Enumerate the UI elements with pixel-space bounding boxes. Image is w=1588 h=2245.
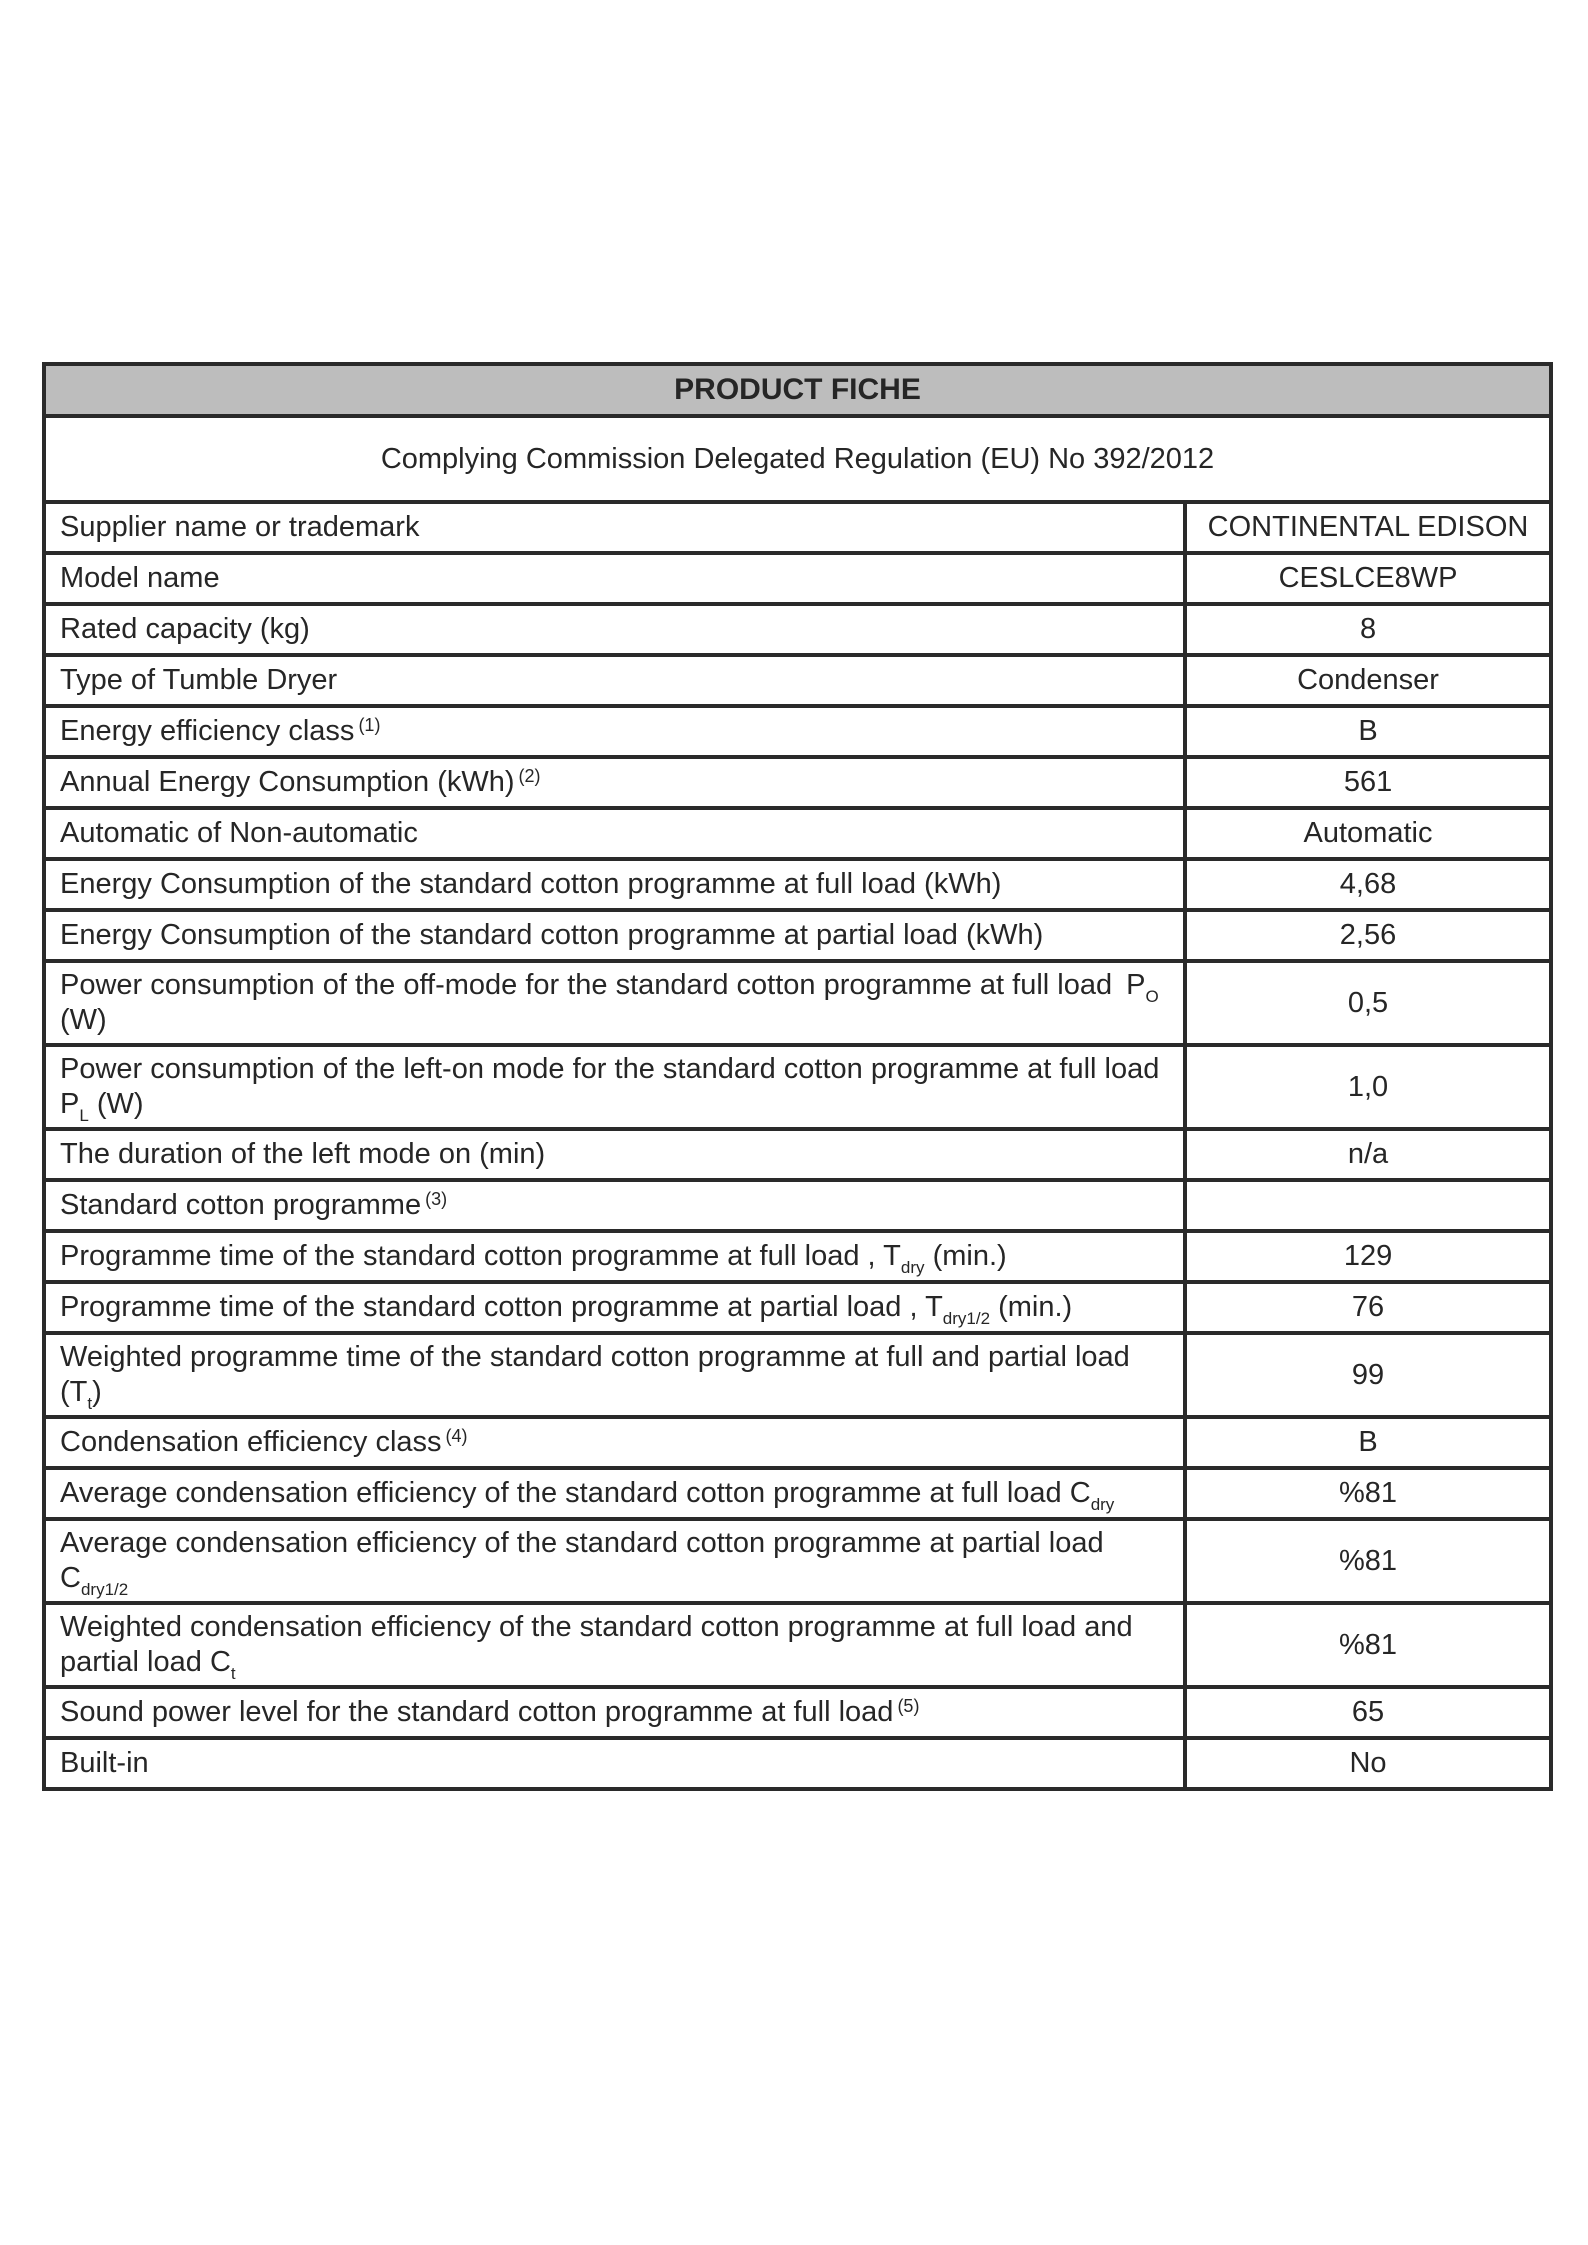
row-value: 65 xyxy=(1185,1687,1551,1738)
label-text: Average condensation efficiency of the standard cotton programme at partial load xyxy=(60,1527,1104,1560)
row-label xyxy=(44,1045,1185,1129)
symbol xyxy=(1126,969,1159,1007)
table-row xyxy=(44,604,1551,655)
footnote-ref: (5) xyxy=(897,1696,920,1717)
row-label xyxy=(44,706,1185,757)
row-label xyxy=(44,655,1185,706)
table-row xyxy=(44,1519,1551,1603)
row-label xyxy=(44,1129,1185,1180)
row-value: %81 xyxy=(1185,1519,1551,1603)
table-row xyxy=(44,808,1551,859)
unit-text: (min.) xyxy=(932,1240,1007,1273)
symbol-subscript: dry1/2 xyxy=(80,1580,129,1599)
symbol-letter: T xyxy=(883,1240,901,1273)
row-label xyxy=(44,808,1185,859)
table-row xyxy=(44,859,1551,910)
row-label xyxy=(44,604,1185,655)
footnote-ref: (1) xyxy=(358,715,381,736)
symbol-subscript: L xyxy=(79,1106,89,1125)
label-text: Rated capacity (kg) xyxy=(60,613,310,646)
row-value: 129 xyxy=(1185,1231,1551,1282)
title-row xyxy=(44,364,1551,416)
row-value: 76 xyxy=(1185,1282,1551,1333)
symbol xyxy=(60,1088,89,1125)
table-row xyxy=(44,1129,1551,1180)
row-value: 8 xyxy=(1185,604,1551,655)
row-label xyxy=(44,1282,1185,1333)
symbol-subscript: dry xyxy=(1090,1495,1115,1515)
row-label xyxy=(44,1180,1185,1231)
table-row xyxy=(44,1282,1551,1333)
unit-text: (W) xyxy=(60,1004,107,1036)
label-text: Annual Energy Consumption (kWh) xyxy=(60,766,515,799)
row-label xyxy=(44,1603,1185,1687)
row-value: %81 xyxy=(1185,1468,1551,1519)
table-row xyxy=(44,1231,1551,1282)
table-row xyxy=(44,1468,1551,1519)
label-text: Weighted programme time of the standard cotton programme at full and partial load xyxy=(60,1341,1130,1374)
footnote-ref: (4) xyxy=(445,1426,468,1447)
label-text: Supplier name or trademark xyxy=(60,511,420,544)
row-value: No xyxy=(1185,1738,1551,1789)
symbol-letter: P xyxy=(60,1088,80,1120)
row-value: 99 xyxy=(1185,1333,1551,1417)
regulation-row xyxy=(44,416,1551,502)
row-value: 2,56 xyxy=(1185,910,1551,961)
table-row xyxy=(44,655,1551,706)
row-label xyxy=(44,502,1185,553)
symbol xyxy=(883,1240,925,1278)
table-row xyxy=(44,553,1551,604)
table-row xyxy=(44,1738,1551,1789)
row-label xyxy=(44,859,1185,910)
symbol xyxy=(209,1646,236,1683)
row-label xyxy=(44,1738,1185,1789)
unit-text: (W) xyxy=(96,1088,144,1120)
table-row xyxy=(44,910,1551,961)
footnote-ref: (2) xyxy=(518,766,541,787)
row-value: 1,0 xyxy=(1185,1045,1551,1129)
row-value: %81 xyxy=(1185,1603,1551,1687)
symbol xyxy=(60,1376,102,1413)
row-label xyxy=(44,757,1185,808)
row-value: CESLCE8WP xyxy=(1185,553,1551,604)
table-row xyxy=(44,757,1551,808)
table-row xyxy=(44,502,1551,553)
table-row xyxy=(44,1603,1551,1687)
row-label xyxy=(44,553,1185,604)
fiche-title: PRODUCT FICHE xyxy=(44,364,1551,416)
table-row xyxy=(44,1045,1551,1129)
label-text: Type of Tumble Dryer xyxy=(60,664,338,697)
table-row xyxy=(44,1333,1551,1417)
symbol-letter: C xyxy=(209,1646,231,1678)
label-text: Power consumption of the left-on mode for the standard cotton programme at full load xyxy=(60,1053,1160,1086)
symbol-letter: P xyxy=(1126,969,1146,1002)
table-row xyxy=(44,1417,1551,1468)
table-row xyxy=(44,961,1551,1045)
label-text: Average condensation efficiency of the standard cotton programme at full load xyxy=(60,1477,1062,1510)
row-value: n/a xyxy=(1185,1129,1551,1180)
row-value: B xyxy=(1185,706,1551,757)
label-text: Power consumption of the off-mode for the standard cotton programme at full load xyxy=(60,969,1113,1002)
label-text: Energy Consumption of the standard cotton programme at full load (kWh) xyxy=(60,868,1002,901)
symbol-letter: C xyxy=(60,1562,81,1594)
footnote-ref: (3) xyxy=(425,1189,448,1210)
label-text: Standard cotton programme xyxy=(60,1189,422,1222)
label-text: Built-in xyxy=(60,1747,149,1780)
label-text: Energy efficiency class xyxy=(60,715,355,748)
row-label xyxy=(44,1468,1185,1519)
label-text: Automatic of Non-automatic xyxy=(60,817,418,850)
row-value: 4,68 xyxy=(1185,859,1551,910)
symbol xyxy=(925,1291,991,1329)
symbol-letter: C xyxy=(1069,1477,1091,1510)
row-label xyxy=(44,1687,1185,1738)
row-value: 0,5 xyxy=(1185,961,1551,1045)
symbol-letter: T xyxy=(925,1291,943,1324)
label-text: Condensation efficiency class xyxy=(60,1426,442,1459)
unit-text: ) xyxy=(92,1376,102,1408)
row-value xyxy=(1185,1180,1551,1231)
row-label xyxy=(44,1333,1185,1417)
row-label xyxy=(44,961,1185,1045)
unit-text: (min.) xyxy=(998,1291,1073,1324)
row-label xyxy=(44,910,1185,961)
label-text: Energy Consumption of the standard cotton programme at partial load (kWh) xyxy=(60,919,1044,952)
table-row xyxy=(44,706,1551,757)
row-label xyxy=(44,1519,1185,1603)
label-text: Sound power level for the standard cotton programme at full load xyxy=(60,1696,894,1729)
symbol xyxy=(1069,1477,1115,1515)
symbol xyxy=(60,1562,129,1599)
product-fiche-table xyxy=(42,362,1553,1791)
row-value: Automatic xyxy=(1185,808,1551,859)
symbol-letter: (T xyxy=(60,1376,88,1408)
label-text: Model name xyxy=(60,562,220,595)
label-text: Weighted condensation efficiency of the standard cotton programme at full load and partial load xyxy=(60,1611,1133,1678)
symbol-subscript: O xyxy=(1145,987,1159,1007)
table-row xyxy=(44,1180,1551,1231)
label-text: The duration of the left mode on (min) xyxy=(60,1138,546,1171)
label-text: Programme time of the standard cotton programme at partial load , xyxy=(60,1291,918,1324)
symbol-subscript: t xyxy=(230,1664,236,1683)
row-value: Condenser xyxy=(1185,655,1551,706)
symbol-subscript: t xyxy=(87,1394,93,1413)
regulation-text: Complying Commission Delegated Regulation (EU) No 392/2012 xyxy=(44,416,1551,502)
label-text: Programme time of the standard cotton programme at full load , xyxy=(60,1240,876,1273)
symbol-subscript: dry1/2 xyxy=(942,1309,991,1329)
row-value: B xyxy=(1185,1417,1551,1468)
row-label xyxy=(44,1231,1185,1282)
symbol-subscript: dry xyxy=(900,1258,925,1278)
table-row xyxy=(44,1687,1551,1738)
row-label xyxy=(44,1417,1185,1468)
row-value: 561 xyxy=(1185,757,1551,808)
row-value: CONTINENTAL EDISON xyxy=(1185,502,1551,553)
